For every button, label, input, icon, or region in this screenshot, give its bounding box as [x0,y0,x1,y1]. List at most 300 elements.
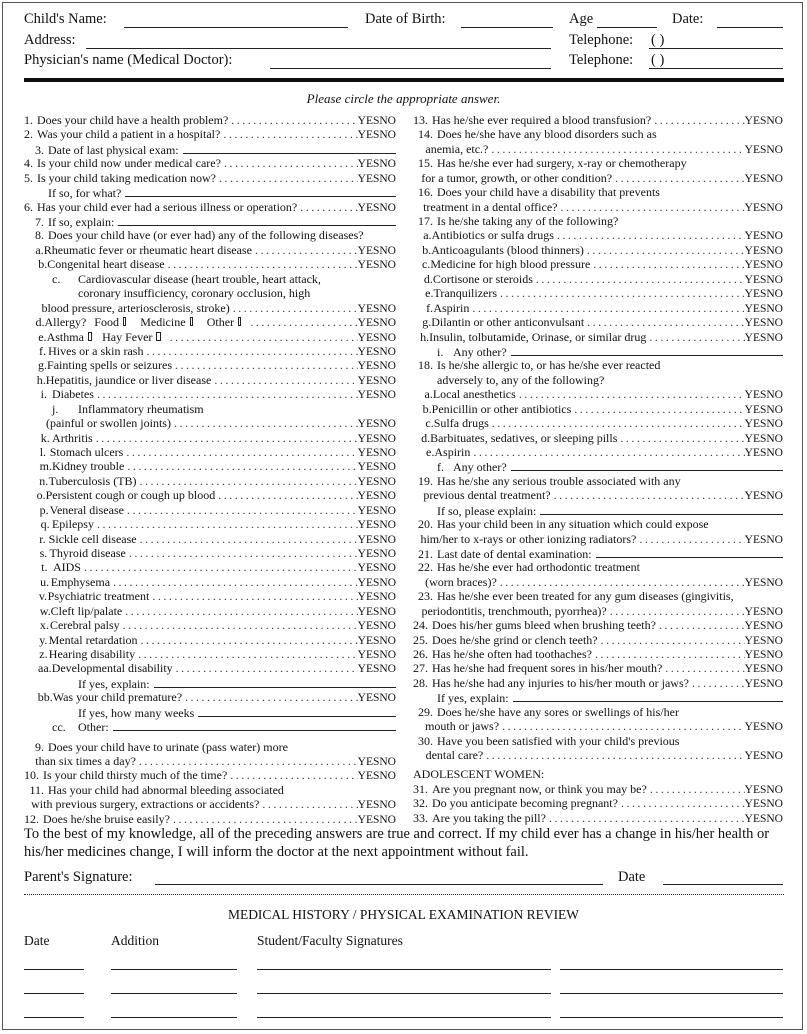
review-signature-field[interactable] [111,969,237,970]
no-option[interactable]: NO [766,446,783,459]
yes-option[interactable]: YES [357,634,380,647]
no-option[interactable]: NO [379,389,396,402]
answer-field[interactable] [125,185,396,197]
yes-option[interactable]: YES [744,244,767,257]
question-text: Has he/she had frequent sores in his/her mouth? [432,661,663,676]
no-option[interactable]: NO [766,798,783,811]
answer-field[interactable] [118,214,396,226]
allergy-medicine-checkbox[interactable] [190,317,193,326]
leader-dots [592,647,745,661]
question-number: 33. [413,810,428,825]
question-number: 29. [418,704,433,719]
right-col-row [413,315,783,329]
yes-option[interactable]: YES [744,446,767,459]
address-field[interactable] [86,48,551,49]
yes-option[interactable]: YES [357,504,380,517]
question-text: Any other? [453,460,507,475]
question-text: Has he/she ever required a blood transfusion? [432,113,652,127]
yes-option[interactable]: YES [357,620,380,632]
sub-letter: s. [39,545,48,560]
leader-dots [636,532,744,546]
question-text: adversely to, any of the following? [437,372,605,387]
no-option[interactable]: NO [766,317,783,329]
no-option[interactable]: NO [379,562,396,575]
right-col-row [413,344,783,358]
yes-option[interactable]: YES [357,533,380,546]
leader-dots [617,431,744,445]
left-col-row [24,661,396,675]
sub-letter: v. [38,589,48,604]
yes-option[interactable]: YES [357,201,380,214]
answer-field[interactable] [513,690,783,702]
yes-option[interactable]: YES [744,389,767,402]
yes-option[interactable]: YES [357,648,380,661]
yes-option[interactable]: YES [357,562,380,575]
question-text: Has he/she ever had orthodontic treatment [437,560,640,575]
right-col-row [413,185,783,199]
leader-dots [216,171,358,185]
question-number: 17. [418,214,433,228]
yes-option[interactable]: YES [744,143,767,156]
physician-field[interactable] [270,68,551,69]
no-option[interactable]: NO [379,158,396,171]
no-option[interactable]: NO [766,620,783,632]
no-option[interactable]: NO [379,799,396,812]
yes-option[interactable]: YES [744,432,767,445]
review-signature-field[interactable] [24,1017,84,1018]
left-col-row [24,228,396,242]
yes-option[interactable]: YES [744,677,767,690]
yes-option[interactable]: YES [357,605,380,618]
no-option[interactable]: NO [379,576,397,589]
yes-option[interactable]: YES [744,533,767,546]
no-option[interactable]: NO [379,461,396,474]
no-option[interactable]: NO [766,172,783,185]
question-text: Has your child been in any situation which could expose [437,517,709,531]
no-option[interactable]: NO [766,605,783,618]
no-option[interactable]: NO [379,302,397,315]
review-signature-field[interactable] [111,993,237,994]
yes-option[interactable]: YES [744,403,767,416]
no-option[interactable]: NO [766,259,783,272]
right-col-row [413,661,783,675]
no-option[interactable]: NO [379,533,396,546]
right-col-row [413,488,783,502]
no-option[interactable]: NO [379,360,396,373]
no-option[interactable]: NO [766,230,783,243]
question-text: If yes, explain: [437,691,509,706]
question-text: Kidney trouble [52,459,125,474]
no-option[interactable]: NO [379,648,397,661]
answer-field[interactable] [511,459,783,471]
no-option[interactable]: NO [766,403,783,416]
yes-option[interactable]: YES [357,576,380,589]
sub-letter: r. [39,531,46,546]
question-number: 7. [35,215,44,229]
sub-letter: g. [422,315,432,329]
right-col-row [413,811,783,825]
question-number: 19. [418,473,433,488]
leader-dots [228,113,357,127]
hay-fever-checkbox[interactable] [156,332,160,341]
leader-dots [94,517,358,531]
no-option[interactable]: NO [379,692,396,705]
left-col-row [24,740,396,754]
no-option[interactable]: NO [766,432,783,445]
yes-option[interactable]: YES [744,648,767,661]
question-text: Insulin, tolbutamide, Orinase, or similar drug [429,329,647,344]
yes-option[interactable]: YES [744,418,767,430]
yes-option[interactable]: YES [744,812,767,825]
yes-option[interactable]: YES [744,663,767,676]
question-text: Does he/she grind or clench teeth? [432,632,598,647]
left-col-row [24,402,396,416]
yes-option[interactable]: YES [357,490,380,503]
no-option[interactable]: NO [379,244,396,257]
no-option[interactable]: NO [766,749,783,762]
sub-letter: a. [424,387,433,402]
sub-letter: a. [423,228,432,243]
left-col-row [24,546,396,560]
no-option[interactable]: NO [379,317,397,329]
no-option[interactable]: NO [379,490,396,503]
no-option[interactable]: NO [379,519,396,531]
leader-dots [571,402,744,416]
yes-option[interactable]: YES [744,201,767,214]
sub-letter: m. [39,459,52,474]
leader-dots [138,633,358,647]
age-field[interactable] [597,27,657,28]
leader-dots [172,358,358,372]
yes-option[interactable]: YES [744,230,767,243]
yes-option[interactable]: YES [744,749,767,762]
no-option[interactable]: NO [766,244,783,257]
sub-letter: o. [36,488,46,503]
yes-option[interactable]: YES [744,490,767,503]
no-option[interactable]: NO [379,475,396,488]
no-option[interactable]: NO [379,770,396,783]
no-option[interactable]: NO [766,677,783,690]
yes-option[interactable]: YES [357,259,380,272]
answer-field[interactable] [198,705,396,717]
left-col-row [24,812,396,826]
yes-option[interactable]: YES [744,605,767,618]
no-option[interactable]: NO [379,432,396,445]
question-text: Emphysema [50,574,111,589]
answer-field[interactable] [511,344,783,356]
review-signature-field[interactable] [257,1017,551,1018]
no-option[interactable]: NO [766,302,783,315]
yes-option[interactable]: YES [357,345,380,358]
yes-option[interactable]: YES [744,576,767,589]
yes-option[interactable]: YES [744,172,767,185]
yes-option[interactable]: YES [357,432,380,445]
review-signature-field[interactable] [111,1017,237,1018]
review-signature-field[interactable] [560,969,783,970]
no-option[interactable]: NO [379,331,397,344]
yes-option[interactable]: YES [357,158,380,171]
question-text: Is your child taking medication now? [37,170,216,185]
right-col-row [413,142,783,156]
yes-option[interactable]: YES [357,302,380,315]
right-col-row [413,127,783,141]
question-text: Barbituates, sedatives, or sleeping pills [430,430,618,445]
yes-option[interactable]: YES [357,360,380,373]
sub-letter: f. [39,343,47,358]
yes-option[interactable]: YES [744,288,767,301]
question-text: Has he/she ever had surgery, x-ray or chemotherapy [437,156,687,171]
no-option[interactable]: NO [379,620,396,632]
no-option[interactable]: NO [379,172,396,185]
yes-option[interactable]: YES [357,389,380,402]
answer-field[interactable] [154,676,396,688]
parent-signature-field[interactable] [155,884,603,885]
attestation-statement: To the best of my knowledge, all of the preceding answers are true and correct. If my child ever has a change in his/her health or his/her medicines change, I will inform the doctor at the next appointment without fail. [24,826,770,860]
no-option[interactable]: NO [379,813,396,826]
no-option[interactable]: NO [766,115,783,127]
sub-letter: d. [423,271,433,286]
yes-option[interactable]: YES [357,755,380,768]
leader-dots [584,243,745,257]
leader-dots [123,445,357,459]
telephone-label: Telephone: [569,32,634,48]
yes-option[interactable]: YES [357,663,380,676]
no-option[interactable]: NO [379,129,396,142]
yes-option[interactable]: YES [744,798,767,811]
header-divider [24,78,784,82]
question-text: Diabetes [51,387,94,402]
review-col-addition: Addition [111,933,160,948]
no-option[interactable]: NO [379,259,396,272]
leader-dots [607,604,745,618]
left-col-row [24,783,396,797]
no-option[interactable]: NO [766,576,783,589]
no-option[interactable]: NO [766,331,783,344]
leader-dots [81,560,358,574]
yes-option[interactable]: YES [357,547,380,560]
no-option[interactable]: NO [766,490,783,503]
answer-field[interactable] [183,142,396,154]
yes-option[interactable]: YES [357,475,380,488]
yes-option[interactable]: YES [357,244,380,257]
no-option[interactable]: NO [766,663,783,676]
no-option[interactable]: NO [379,504,396,517]
question-number: 20. [418,517,433,531]
yes-option[interactable]: YES [357,519,380,531]
left-col-row [24,604,396,618]
yes-option[interactable]: YES [744,721,767,734]
telephone-field[interactable] [649,48,783,49]
question-number: 23. [418,589,433,604]
yes-option[interactable]: YES [357,692,380,705]
no-option[interactable]: NO [766,634,783,647]
question-text: than six times a day? [35,753,136,768]
sub-letter: c. [52,271,61,286]
question-text: Does he/she have any sores or swellings of his/her [437,704,679,719]
leader-dots [651,113,744,127]
answer-field[interactable] [540,503,783,515]
question-text: Has your child ever had a serious illness or operation? [37,199,298,214]
answer-field[interactable] [113,719,396,731]
leader-dots [182,690,358,704]
yes-option[interactable]: YES [357,799,380,812]
leader-dots [124,503,358,517]
leader-dots [618,796,745,810]
no-option[interactable]: NO [766,201,783,214]
sub-letter: q. [40,517,50,531]
review-signature-field[interactable] [257,969,551,970]
no-option[interactable]: NO [379,605,396,618]
dob-field[interactable] [461,27,553,28]
no-option[interactable]: NO [766,288,783,301]
no-option[interactable]: NO [766,273,783,286]
question-text: Fainting spells or seizures [47,358,173,373]
review-signature-field[interactable] [24,969,84,970]
no-option[interactable]: NO [379,374,396,387]
yes-option[interactable]: YES [744,634,767,647]
no-option[interactable]: NO [379,755,396,768]
no-option[interactable]: NO [766,143,783,156]
no-option[interactable]: NO [766,721,783,734]
question-text: If so, for what? [48,186,122,201]
review-signature-field[interactable] [257,993,551,994]
leader-dots [136,754,358,768]
question-text: Developmental disability [51,661,173,676]
right-col-row [413,286,783,300]
no-option[interactable]: NO [766,533,783,546]
left-col-row [24,416,396,430]
yes-option[interactable]: YES [357,418,380,430]
left-col-row [24,127,396,141]
question-text: Veneral disease [49,502,124,517]
yes-option[interactable]: YES [357,374,380,387]
sub-letter: y. [39,632,48,647]
yes-option[interactable]: YES [357,461,380,474]
date-field[interactable] [717,27,783,28]
sub-letter: h. [420,329,430,344]
signature-date-field[interactable] [663,884,783,885]
no-option[interactable]: NO [379,418,396,430]
yes-option[interactable]: YES [357,446,380,459]
no-option[interactable]: NO [766,418,783,430]
no-option[interactable]: NO [379,547,397,560]
question-text: Are you pregnant now, or think you may be? [432,781,647,796]
question-number: 22. [418,560,433,575]
yes-option[interactable]: YES [357,317,380,329]
left-col-row [24,315,396,329]
left-col-row [24,358,396,372]
right-col-row [413,690,783,704]
right-col-row [413,301,783,315]
yes-option[interactable]: YES [744,317,767,329]
sub-letter: x. [39,618,49,632]
sub-letter: e. [426,444,435,459]
yes-option[interactable]: YES [357,172,380,185]
no-option[interactable]: NO [379,201,396,214]
age-label: Age [569,11,594,27]
no-option[interactable]: NO [379,634,396,647]
yes-option[interactable]: YES [744,331,767,344]
leader-dots [137,532,358,546]
yes-option[interactable]: YES [357,331,380,344]
leader-dots [499,719,745,733]
leader-dots [497,575,745,589]
leader-dots [656,618,745,632]
question-text: Sickle cell disease [48,531,137,546]
no-option[interactable]: NO [379,663,396,676]
leader-dots [259,797,357,811]
yes-option[interactable]: YES [357,115,380,127]
yes-option[interactable]: YES [744,259,767,272]
left-col-row [24,344,396,358]
sub-letter: t. [41,560,48,575]
leader-dots [557,200,744,214]
no-option[interactable]: NO [766,389,783,402]
yes-option[interactable]: YES [357,129,380,142]
parent-signature-label: Parent's Signature: [24,869,133,885]
instruction: Please circle the appropriate answer. [306,91,501,106]
no-option[interactable]: NO [379,591,396,604]
right-col-row [413,676,783,690]
allergy-other-checkbox[interactable] [238,317,241,326]
left-col-row [24,243,396,257]
question-text: Tuberculosis (TB) [48,473,137,488]
question-number: 9. [35,739,44,754]
question-text: Is your child now under medical care? [37,156,221,171]
no-option[interactable]: NO [766,648,783,661]
sub-letter: bb. [37,690,53,705]
question-number: 25. [413,632,428,647]
right-col-row [413,767,783,781]
physician-label: Physician's name (Medical Doctor): [24,52,233,68]
answer-field[interactable] [596,546,783,558]
right-col-row [413,228,783,242]
sub-letter: l. [39,444,47,459]
review-signature-field[interactable] [560,1017,783,1018]
yes-option[interactable]: YES [744,115,767,127]
yes-option[interactable]: YES [357,813,380,826]
no-option[interactable]: NO [379,446,396,459]
asthma-checkbox[interactable] [88,332,92,341]
question-number: 24. [413,618,428,632]
review-signature-field[interactable] [24,993,84,994]
no-option[interactable]: NO [379,115,396,127]
yes-option[interactable]: YES [744,302,767,315]
yes-option[interactable]: YES [357,770,380,783]
right-col-row [413,560,783,574]
right-col-row [413,373,783,387]
no-option[interactable]: NO [766,812,783,825]
question-text: Does his/her gums bleed when brushing teeth? [432,618,656,632]
allergy-food-checkbox[interactable] [123,317,126,326]
sub-letter: cc. [52,720,66,735]
no-option[interactable]: NO [766,783,783,796]
yes-option[interactable]: YES [744,783,767,796]
yes-option[interactable]: YES [744,620,767,632]
leader-dots [533,272,745,286]
left-col-row [24,532,396,546]
yes-option[interactable]: YES [357,591,380,604]
no-option[interactable]: NO [379,345,396,358]
question-number: 27. [413,661,428,676]
right-col-row [413,546,783,560]
review-signature-field[interactable] [560,993,783,994]
yes-option[interactable]: YES [744,273,767,286]
question-text: Hepatitis, jaundice or liver disease [45,372,212,387]
childs-name-field[interactable] [124,27,348,28]
physician-telephone-field[interactable] [649,68,783,69]
left-col-row [24,503,396,517]
